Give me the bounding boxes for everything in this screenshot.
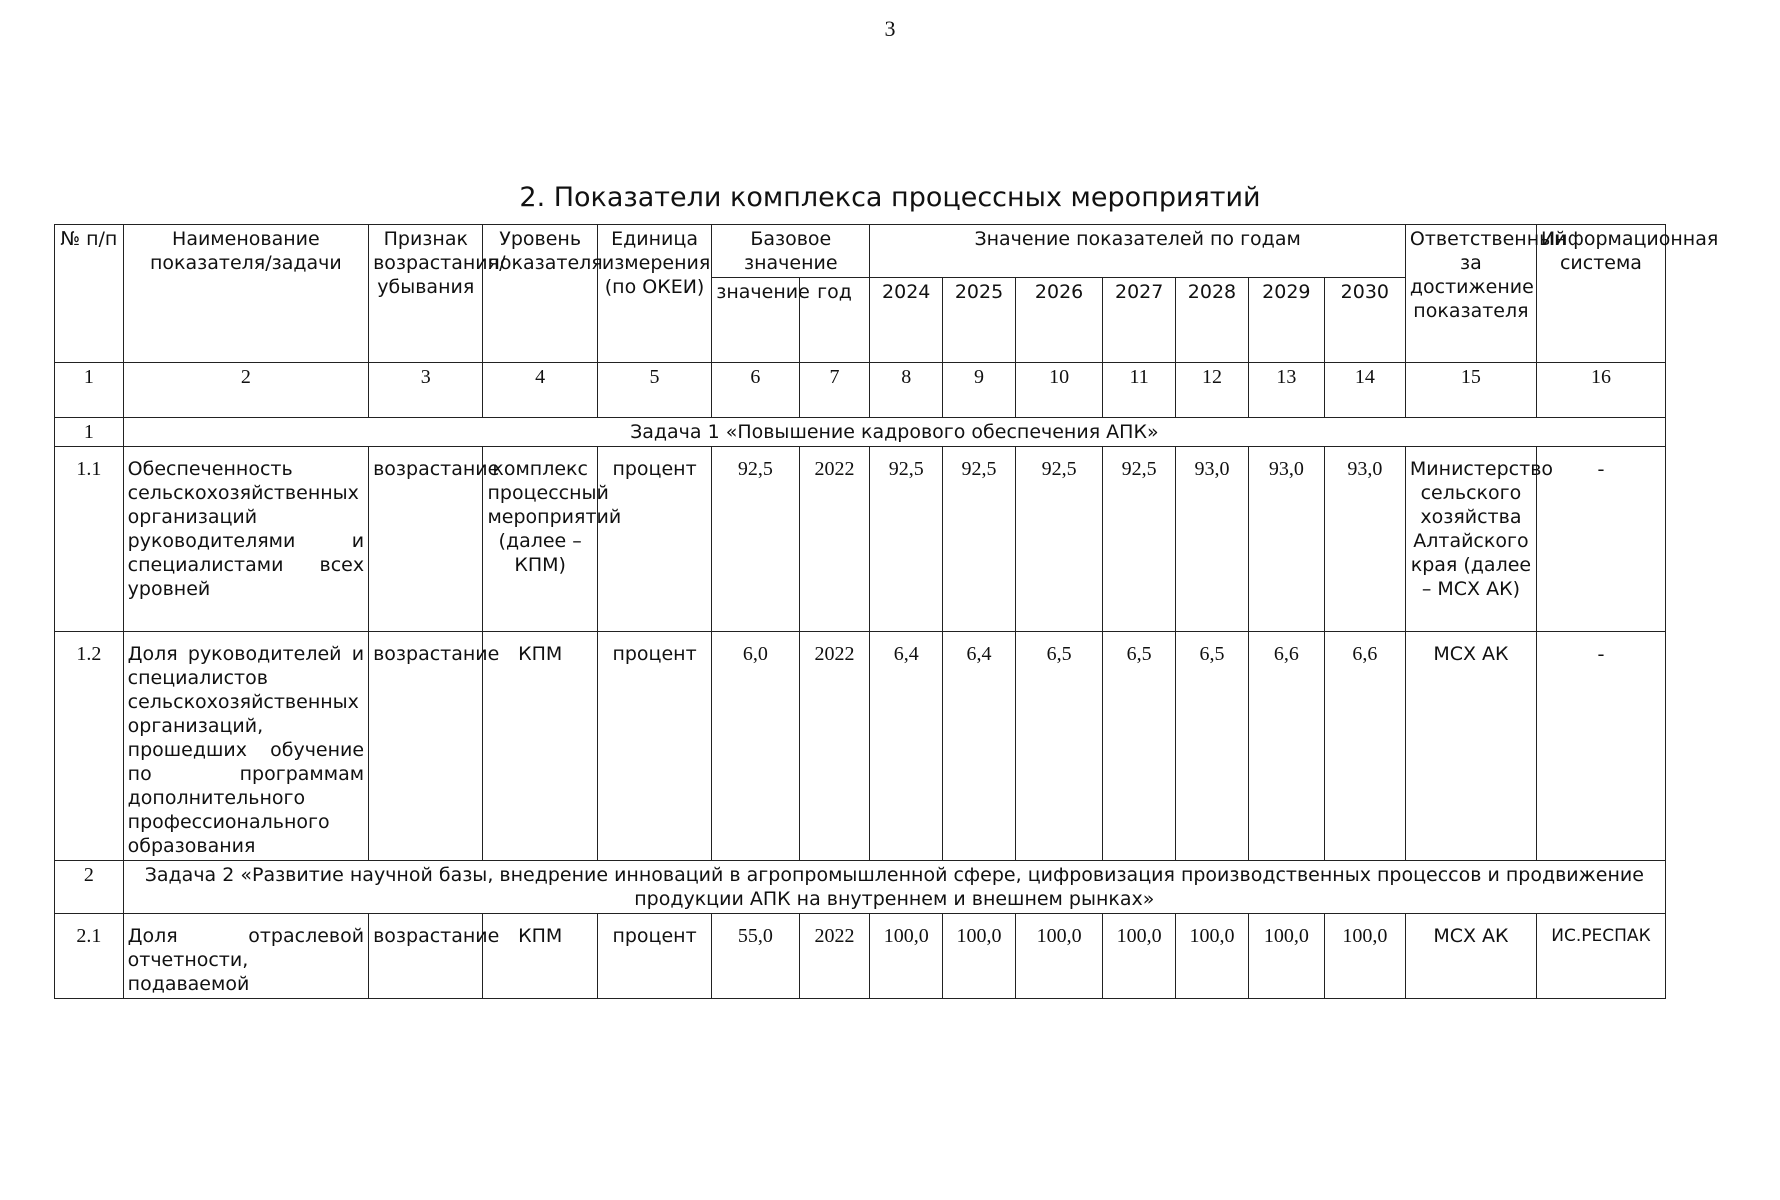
header-row — [55, 225, 1666, 278]
year-value-cell: 93,0 — [1248, 447, 1324, 632]
base-year-cell: 2022 — [799, 447, 870, 632]
year-value-cell: 92,5 — [1015, 447, 1102, 632]
trend-cell: возрастание — [369, 447, 483, 632]
year-value-cell: 92,5 — [870, 447, 943, 632]
responsible-cell: МСХ АК — [1405, 914, 1536, 999]
year-value-cell: 6,5 — [1015, 632, 1102, 861]
task-title: Задача 1 «Повышение кадрового обеспечения АПК» — [123, 418, 1665, 447]
year-value-cell: 6,5 — [1103, 632, 1176, 861]
indicator-name: Обеспеченность сельскохозяйственных организаций руководителями и специалистами всех уровней — [123, 447, 368, 632]
column-number: 2 — [123, 363, 368, 418]
section-title: 2. Показатели комплекса процессных мероприятий — [519, 182, 1261, 214]
responsible-cell: Министерство сельского хозяйства Алтайского края (далее – МСХ АК) — [1405, 447, 1536, 632]
column-number: 12 — [1176, 363, 1249, 418]
column-number: 13 — [1248, 363, 1324, 418]
header-year: 2026 — [1015, 278, 1102, 363]
column-number: 7 — [799, 363, 870, 418]
indicator-row — [55, 447, 1666, 632]
column-number: 15 — [1405, 363, 1536, 418]
year-value-cell: 6,6 — [1248, 632, 1324, 861]
column-number: 1 — [55, 363, 124, 418]
header-year: 2024 — [870, 278, 943, 363]
year-value-cell: 100,0 — [1103, 914, 1176, 999]
level-cell: КПМ — [483, 914, 597, 999]
header-years-group: Значение показателей по годам — [870, 225, 1406, 278]
header-year: 2025 — [943, 278, 1016, 363]
trend-cell: возрастание — [369, 632, 483, 861]
header-year: 2027 — [1103, 278, 1176, 363]
year-value-cell: 92,5 — [1103, 447, 1176, 632]
indicator-row — [55, 914, 1666, 999]
base-value-cell: 55,0 — [712, 914, 799, 999]
base-value-cell: 6,0 — [712, 632, 799, 861]
column-number: 3 — [369, 363, 483, 418]
row-number: 2.1 — [55, 914, 124, 999]
column-number: 4 — [483, 363, 597, 418]
header-year: 2030 — [1324, 278, 1405, 363]
header-base-value: значение — [712, 278, 799, 363]
year-value-cell: 93,0 — [1324, 447, 1405, 632]
task-number: 2 — [55, 861, 124, 914]
header-year: 2028 — [1176, 278, 1249, 363]
header-responsible: Ответственный за достижение показателя — [1405, 225, 1536, 363]
level-cell: КПМ — [483, 632, 597, 861]
header-unit: Единица измерения (по ОКЕИ) — [597, 225, 711, 363]
year-value-cell: 100,0 — [943, 914, 1016, 999]
base-year-cell: 2022 — [799, 632, 870, 861]
year-value-cell: 100,0 — [1248, 914, 1324, 999]
column-number: 10 — [1015, 363, 1102, 418]
header-system: Информационная система — [1536, 225, 1665, 363]
column-number: 5 — [597, 363, 711, 418]
responsible-cell: МСХ АК — [1405, 632, 1536, 861]
indicator-name: Доля отраслевой отчетности, подаваемой — [123, 914, 368, 999]
column-numbers-row — [55, 363, 1666, 418]
year-value-cell: 6,4 — [870, 632, 943, 861]
column-number: 9 — [943, 363, 1016, 418]
header-num: № п/п — [55, 225, 124, 363]
base-value-cell: 92,5 — [712, 447, 799, 632]
year-value-cell: 100,0 — [1324, 914, 1405, 999]
column-number: 8 — [870, 363, 943, 418]
header-base-year: год — [799, 278, 870, 363]
year-value-cell: 6,6 — [1324, 632, 1405, 861]
indicator-name: Доля руководителей и специалистов сельскохозяйственных организаций, прошедших обучение по программам дополнительного профессионального образования — [123, 632, 368, 861]
task-row — [55, 418, 1666, 447]
unit-cell: процент — [597, 447, 711, 632]
column-number: 14 — [1324, 363, 1405, 418]
header-trend: Признак возрастания/ убывания — [369, 225, 483, 363]
system-cell: - — [1536, 447, 1665, 632]
year-value-cell: 93,0 — [1176, 447, 1249, 632]
base-year-cell: 2022 — [799, 914, 870, 999]
system-cell: ИС.РЕСПАК — [1536, 914, 1665, 999]
unit-cell: процент — [597, 914, 711, 999]
year-value-cell: 100,0 — [1015, 914, 1102, 999]
level-cell: комплекс процессный мероприятий (далее – КПМ) — [483, 447, 597, 632]
trend-cell: возрастание — [369, 914, 483, 999]
row-number: 1.2 — [55, 632, 124, 861]
header-level: Уровень показателя — [483, 225, 597, 363]
indicators-table — [54, 224, 1719, 999]
year-value-cell: 92,5 — [943, 447, 1016, 632]
year-value-cell: 6,4 — [943, 632, 1016, 861]
system-cell: - — [1536, 632, 1665, 861]
header-year: 2029 — [1248, 278, 1324, 363]
task-title: Задача 2 «Развитие научной базы, внедрение инноваций в агропромышленной сфере, цифровизация производственных процессов и продвижение продукции АПК на внутреннем и внешнем рынках» — [123, 861, 1665, 914]
task-row — [55, 861, 1666, 914]
column-number: 11 — [1103, 363, 1176, 418]
year-value-cell: 100,0 — [1176, 914, 1249, 999]
page-number: 3 — [884, 16, 896, 41]
header-base-group: Базовое значение — [712, 225, 870, 278]
indicator-row — [55, 632, 1666, 861]
year-value-cell: 6,5 — [1176, 632, 1249, 861]
task-number: 1 — [55, 418, 124, 447]
header-name: Наименование показателя/задачи — [123, 225, 368, 363]
column-number: 16 — [1536, 363, 1665, 418]
row-number: 1.1 — [55, 447, 124, 632]
year-value-cell: 100,0 — [870, 914, 943, 999]
column-number: 6 — [712, 363, 799, 418]
unit-cell: процент — [597, 632, 711, 861]
